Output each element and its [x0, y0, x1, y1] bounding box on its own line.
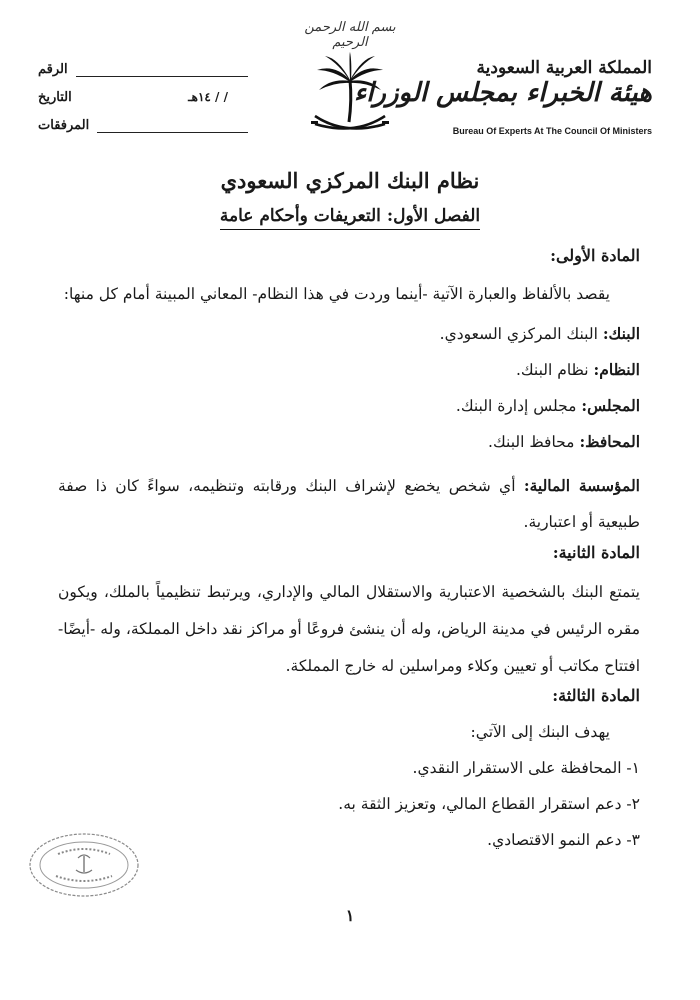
meta-number-row: [38, 62, 248, 77]
meta-attachments-row: [38, 118, 248, 133]
definition-bank: [58, 324, 640, 344]
definition-term: المحافظ:: [579, 432, 640, 451]
article-1-intro: يقصد بالألفاظ والعبارة الآتية -أينما وردت في هذا النظام- المعاني المبينة أمام كل منها:: [63, 285, 610, 303]
definition-law: [58, 360, 640, 380]
list-item: ٢- دعم استقرار القطاع المالي، وتعزيز الثقة به.: [338, 795, 640, 813]
definition-meaning: أي شخص يخضع لإشراف البنك ورقابته وتنظيمه، سواءً كان ذا صفة طبيعية أو اعتبارية.: [58, 477, 640, 531]
definition-term: المؤسسة المالية:: [523, 476, 640, 495]
official-seal-stamp: [28, 832, 140, 898]
number-line: [76, 64, 248, 77]
article-2-text: يتمتع البنك بالشخصية الاعتبارية والاستقلال المالي والإداري، ويرتبط تنظيمياً بالملك، ويكون مقره الرئيس في مدينة الرياض، وله أن ينشئ فروعًا أو مراكز نقد داخل المملكة، وله -أيضًا- افتتاح مكاتب أو تعيين وكلاء ومراسلين له خارج المملكة.: [58, 583, 640, 675]
attachments-label: المرفقات: [38, 118, 90, 133]
definition-board: [58, 396, 640, 416]
article-3-intro: يهدف البنك إلى الآتي:: [470, 723, 610, 741]
list-item: ١- المحافظة على الاستقرار النقدي.: [412, 759, 640, 777]
page-number: ١: [345, 906, 355, 925]
bismillah: بسم الله الرحمن الرحيم: [304, 20, 396, 50]
number-label: الرقم: [38, 62, 68, 77]
bureau-name-english: Bureau Of Experts At The Council Of Ministers: [452, 126, 652, 136]
definition-governor: [58, 432, 640, 452]
list-item: ٣- دعم النمو الاقتصادي.: [487, 831, 640, 849]
attachments-line: [97, 120, 248, 133]
chapter-title-text: الفصل الأول: التعريفات وأحكام عامة: [220, 206, 480, 230]
date-label: التاريخ: [38, 90, 72, 105]
definition-meaning: نظام البنك.: [515, 361, 589, 379]
date-value: / / ١٤هـ: [188, 90, 228, 104]
bureau-name-arabic: هيئة الخبراء بمجلس الوزراء: [353, 78, 652, 108]
document-title: نظام البنك المركزي السعودي: [220, 168, 480, 193]
definition-term: النظام:: [593, 360, 640, 379]
definition-meaning: محافظ البنك.: [488, 433, 575, 451]
definition-term: المجلس:: [581, 396, 640, 415]
date-line: [80, 90, 248, 105]
chapter-title: [0, 206, 700, 226]
definition-financial-institution: [58, 468, 640, 540]
meta-date-row: [38, 90, 248, 105]
article-3-heading: المادة الثالثة:: [552, 686, 640, 705]
definition-term: البنك:: [602, 324, 640, 343]
article-1-heading: المادة الأولى:: [550, 246, 640, 265]
definition-meaning: مجلس إدارة البنك.: [455, 397, 577, 415]
definition-meaning: البنك المركزي السعودي.: [439, 325, 598, 343]
article-2-heading: المادة الثانية:: [552, 543, 640, 562]
kingdom-name: المملكة العربية السعودية: [476, 58, 652, 78]
